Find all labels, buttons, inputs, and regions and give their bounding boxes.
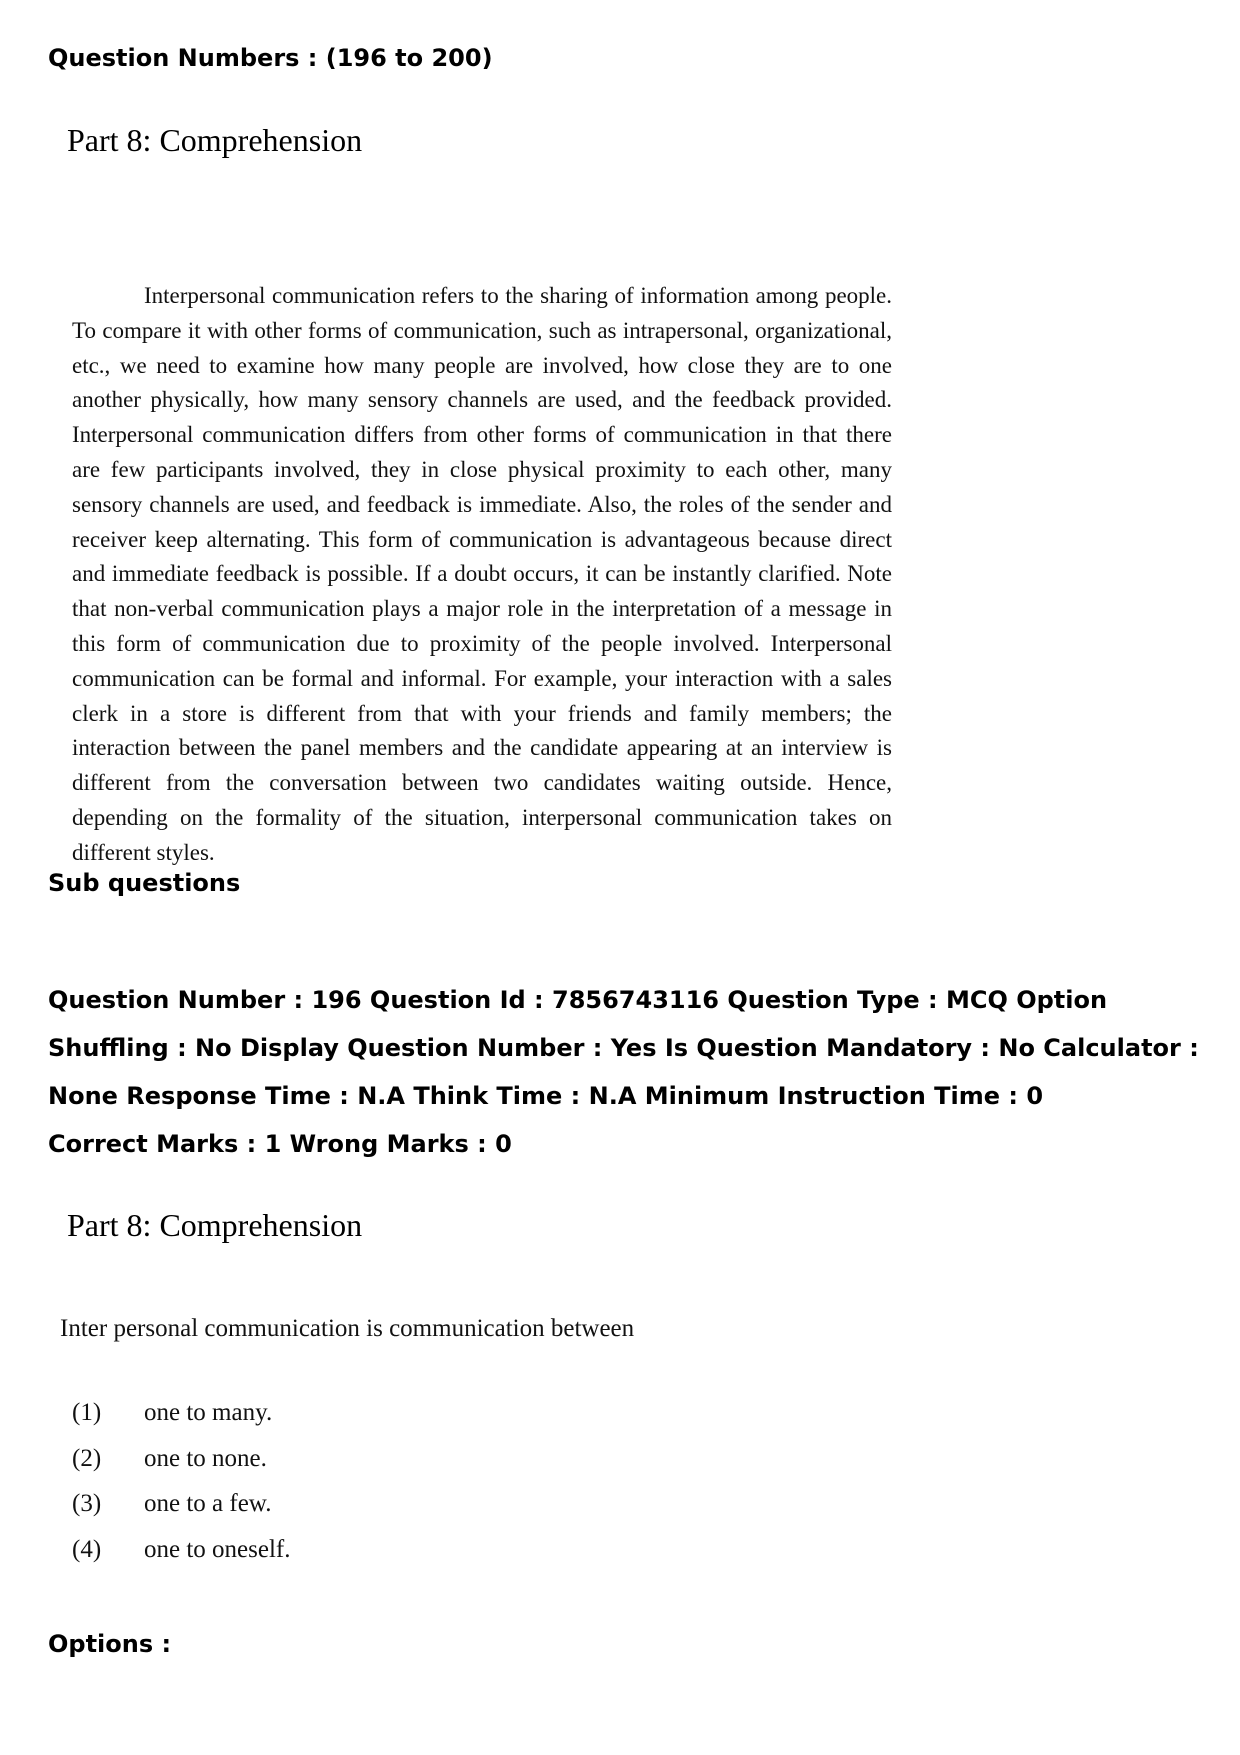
choice-list xyxy=(72,1399,290,1581)
choice-number: (4) xyxy=(72,1535,102,1563)
comprehension-part-heading: Part 8: Comprehension xyxy=(67,122,363,158)
choice-item xyxy=(72,1490,290,1536)
choice-number: (3) xyxy=(72,1490,102,1517)
sub-questions-label: Sub questions xyxy=(48,869,241,897)
choice-number: (1) xyxy=(72,1399,102,1426)
question-numbers-header: Question Numbers : (196 to 200) xyxy=(48,44,493,72)
choice-text: one to a few. xyxy=(144,1490,272,1517)
options-label: Options : xyxy=(48,1630,172,1658)
question-marks: Correct Marks : 1 Wrong Marks : 0 xyxy=(48,1130,512,1158)
question-meta: Question Number : 196 Question Id : 7856743116 Question Type : MCQ Option Shuffling : No Display Question Number : Yes Is Question Mandatory : No Calculator : None Response Time : N.A Think Time : N.A Minimum Instruction Time : 0 xyxy=(48,986,1199,1110)
choice-number: (2) xyxy=(72,1444,102,1472)
choice-item xyxy=(72,1536,290,1582)
choice-text: one to none. xyxy=(144,1444,267,1472)
question-text: Inter personal communication is communication between xyxy=(60,1315,635,1342)
comprehension-passage: Interpersonal communication refers to the sharing of information among people. To compare it with other forms of communication, such as intrapersonal, organizational, etc., we need to examine how many people are involved, how close they are to one another physically, how many sensory channels are used, and the feedback provided. Interpersonal communication differs from other forms of communication in that there are few participants involved, they in close physical proximity to each other, many sensory channels are used, and feedback is immediate. Also, the roles of the sender and receiver keep alternating. This form of communication is advantageous because direct and immediate feedback is possible. If a doubt occurs, it can be instantly clarified. Note that non-verbal communication plays a major role in the interpretation of a message in this form of communication due to proximity of the people involved. Interpersonal communication can be formal and informal. For example, your interaction with a sales clerk in a store is different from that with your friends and family members; the interaction between the panel members and the candidate appearing at an interview is different from the conversation between two candidates waiting outside. Hence, depending on the formality of the situation, interpersonal communication takes on different styles. xyxy=(72,283,892,865)
choice-item xyxy=(72,1399,290,1445)
choice-item xyxy=(72,1445,290,1491)
choice-text: one to many. xyxy=(144,1399,273,1426)
choice-text: one to oneself. xyxy=(144,1535,291,1563)
question-part-heading: Part 8: Comprehension xyxy=(67,1207,363,1243)
